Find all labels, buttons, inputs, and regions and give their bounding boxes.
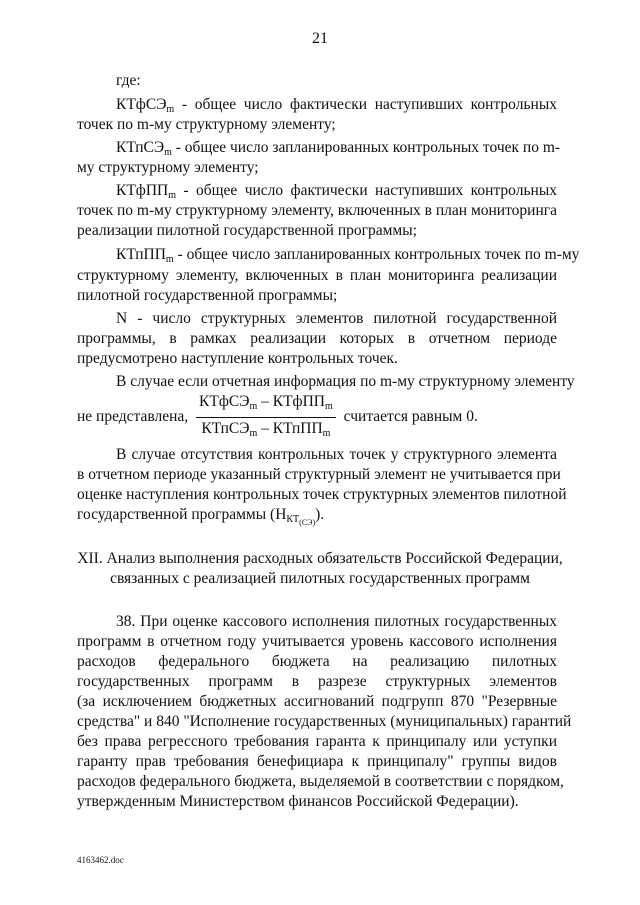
definition-1: КТфСЭ$_m$ - общее число фактически наступивших контрольных [116, 96, 557, 115]
definition-2: КТпСЭ$_m$ - общее число запланированных контрольных точек по m- [116, 139, 561, 158]
formula-numerator: КТфСЭ$_m$ – КТфПП$_m$ [196, 392, 336, 418]
footer-filename: 4163462.doc [77, 855, 124, 865]
definition-5-line-2: программы, в рамках реализации которых в отчетном периоде [77, 330, 557, 347]
case-1-formula-line: не представлена, $\frac{КТфСЭ_m - КТфПП_m}{КТпСЭ_m - КТпПП_m}$ считается равным 0. [77, 392, 557, 443]
para-38-line-4: государственных программ в разрезе структурных элементов [77, 673, 557, 690]
page-number: 21 [312, 30, 328, 47]
where-label: где: [116, 72, 141, 89]
definition-3: КТфПП$_m$ - общее число фактически наступивших контрольных [116, 182, 557, 201]
case-2-line-2: в отчетном периоде указанный структурный элемент не учитывается при [77, 466, 561, 483]
formula-denominator: КТпСЭ$_m$ – КТпПП$_m$ [201, 420, 331, 439]
para-38-line-1: 38. При оценке кассового исполнения пилотных государственных [116, 613, 557, 630]
definition-3-line-2: точек по m-му структурному элементу, включенных в план мониторинга [77, 202, 557, 219]
definition-3-line-3: реализации пилотной государственной программы; [77, 222, 417, 239]
para-38-line-8: гаранту прав требования бенефициара к принципалу" группы видов [77, 753, 557, 770]
definition-5-line-3: предусмотрено наступление контрольных точек. [77, 350, 398, 367]
para-38-line-7: без права регрессного требования гаранта к принципалу или уступки [77, 733, 557, 750]
section-heading-line-1: XII. Анализ выполнения расходных обязательств Российской Федерации, [77, 550, 563, 567]
formula-fraction [196, 392, 336, 443]
definition-5: N - число структурных элементов пилотной государственной [116, 310, 557, 327]
section-heading-line-2: связанных с реализацией пилотных государственных программ [110, 570, 530, 587]
definition-1-line-2: точек по m-му структурному элементу; [77, 116, 336, 133]
definition-4-line-2: структурному элементу, включенных в план мониторинга реализации [77, 267, 557, 284]
case-1-line-1: В случае если отчетная информация по m-му структурному элементу [116, 373, 575, 390]
para-38-line-6: средства" и 840 "Исполнение государственных (муниципальных) гарантий [77, 713, 572, 730]
definition-4: КТпПП$_m$ - общее число запланированных контрольных точек по m-му [116, 246, 580, 265]
definition-2-line-2: му структурному элементу; [77, 159, 259, 176]
case-2-line-4: государственной программы $(Н_{КТ_{(СЭ)}})$. [77, 506, 325, 527]
para-38-line-3: расходов федерального бюджета на реализацию пилотных [77, 653, 557, 670]
definition-4-line-3: пилотной государственной программы; [77, 287, 338, 304]
para-38-line-10: утвержденным Министерством финансов Российской Федерации). [77, 793, 519, 810]
para-38-line-9: расходов федерального бюджета, выделяемой в соответствии с порядком, [77, 773, 564, 790]
para-38-line-5: (за исключением бюджетных ассигнований подгрупп 870 "Резервные [77, 693, 557, 710]
para-38-line-2: программ в отчетном году учитывается уровень кассового исполнения [77, 633, 557, 650]
case-2-line-3: оценке наступления контрольных точек структурных элементов пилотной [77, 486, 567, 503]
case-2-line-1: В случае отсутствия контрольных точек у структурного элемента [116, 446, 557, 463]
